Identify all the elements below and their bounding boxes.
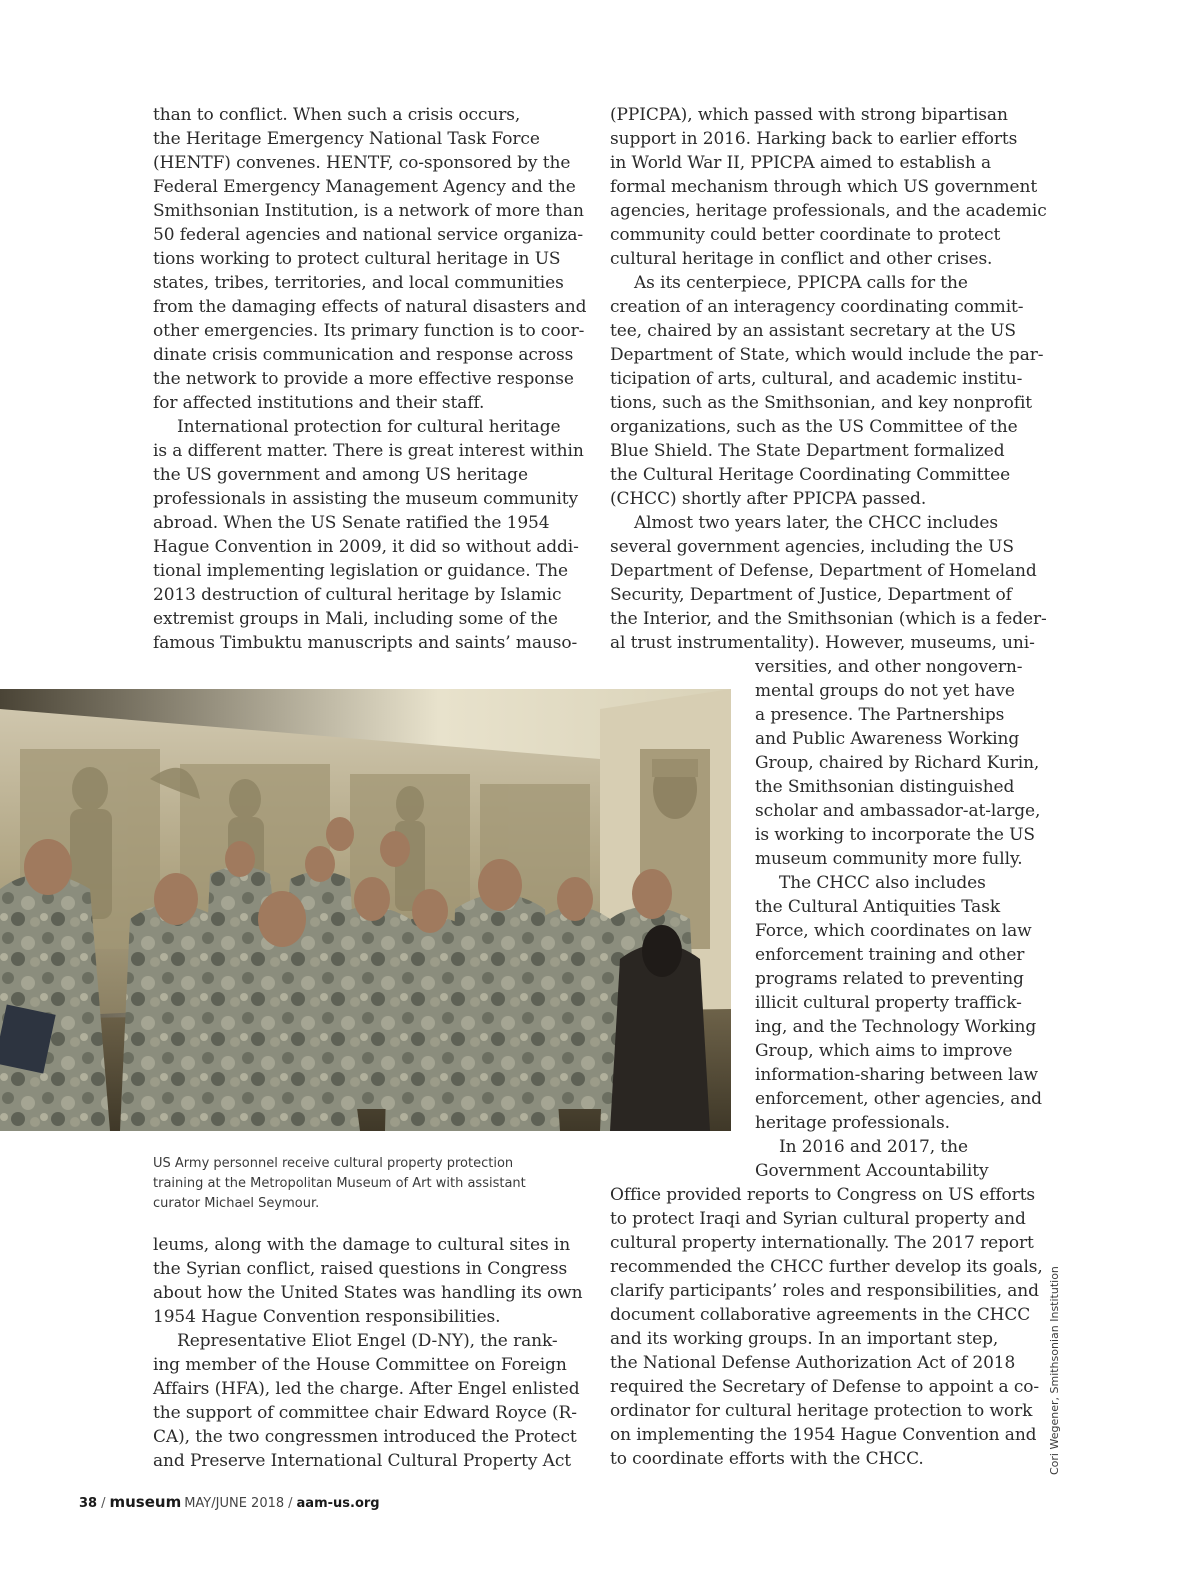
text-line: heritage professionals.	[755, 1113, 950, 1133]
text-line: the Interior, and the Smithsonian (which is a feder-	[610, 609, 1047, 629]
text-line: in World War II, PPICPA aimed to establish a	[610, 153, 992, 173]
text-line: The CHCC also includes	[779, 873, 986, 893]
text-line: professionals in assisting the museum community	[153, 489, 579, 509]
text-line: for affected institutions and their staff.	[153, 393, 485, 413]
text-line: the Cultural Antiquities Task	[755, 897, 1001, 917]
text-line: Department of State, which would include the par-	[610, 345, 1044, 365]
text-line: and Public Awareness Working	[755, 729, 1020, 749]
text-line: programs related to preventing	[755, 969, 1024, 989]
text-line: As its centerpiece, PPICPA calls for the	[634, 273, 968, 293]
text-line: community could better coordinate to protect	[610, 225, 1001, 245]
text-line: versities, and other nongovern-	[755, 657, 1023, 677]
text-line: the Cultural Heritage Coordinating Committee	[610, 465, 1011, 485]
text-line: leums, along with the damage to cultural sites in	[153, 1235, 571, 1255]
page-footer	[79, 1493, 380, 1511]
text-line: the Smithsonian distinguished	[755, 777, 1015, 797]
text-line: Security, Department of Justice, Department of	[610, 585, 1012, 605]
text-line: museum community more fully.	[755, 849, 1023, 869]
text-line: from the damaging effects of natural disasters and	[153, 297, 587, 317]
text-line: Affairs (HFA), led the charge. After Engel enlisted	[153, 1379, 580, 1399]
text-line: several government agencies, including the US	[610, 537, 1014, 557]
caption-line: US Army personnel receive cultural property protection	[153, 1156, 514, 1171]
text-line: illicit cultural property traffick-	[755, 993, 1022, 1013]
text-line: CA), the two congressmen introduced the Protect	[153, 1427, 577, 1447]
text-line: support in 2016. Harking back to earlier efforts	[610, 129, 1018, 149]
text-line: Department of Defense, Department of Homeland	[610, 561, 1037, 581]
text-line: cultural property internationally. The 2017 report	[610, 1233, 1034, 1253]
text-line: Group, which aims to improve	[755, 1041, 1013, 1061]
text-line: (HENTF) convenes. HENTF, co-sponsored by the	[153, 153, 571, 173]
magazine-name: museum	[109, 1493, 182, 1511]
text-line: agencies, heritage professionals, and the academic	[610, 201, 1047, 221]
text-line: Representative Eliot Engel (D-NY), the rank-	[177, 1331, 558, 1351]
text-line: and Preserve International Cultural Property Act	[153, 1451, 571, 1471]
text-line: Hague Convention in 2009, it did so without addi-	[153, 537, 579, 557]
text-line: is a different matter. There is great interest within	[153, 441, 584, 461]
text-line: other emergencies. Its primary function is to coor-	[153, 321, 585, 341]
text-line: abroad. When the US Senate ratified the 1954	[153, 513, 550, 533]
text-line: tee, chaired by an assistant secretary at the US	[610, 321, 1016, 341]
text-line: scholar and ambassador-at-large,	[755, 801, 1041, 821]
text-line: to protect Iraqi and Syrian cultural property and	[610, 1209, 1026, 1229]
photo-illustration	[0, 689, 731, 1131]
text-line: al trust instrumentality). However, museums, uni-	[610, 633, 1035, 653]
text-line: Government Accountability	[755, 1161, 989, 1181]
text-line: tions working to protect cultural heritage in US	[153, 249, 561, 269]
text-line: cultural heritage in conflict and other crises.	[610, 249, 993, 269]
text-line: the Heritage Emergency National Task Force	[153, 129, 540, 149]
text-line: ing, and the Technology Working	[755, 1017, 1037, 1037]
text-line: the support of committee chair Edward Royce (R-	[153, 1403, 577, 1423]
text-line: tional implementing legislation or guidance. The	[153, 561, 568, 581]
photo-credit: Cori Wegener, Smithsonian Institution	[1048, 1266, 1061, 1475]
text-line: a presence. The Partnerships	[755, 705, 1005, 725]
text-line: dinate crisis communication and response across	[153, 345, 574, 365]
text-line: the Syrian conflict, raised questions in Congress	[153, 1259, 568, 1279]
text-line: states, tribes, territories, and local communities	[153, 273, 564, 293]
article-photo	[0, 689, 731, 1131]
text-line: Group, chaired by Richard Kurin,	[755, 753, 1040, 773]
text-line: In 2016 and 2017, the	[779, 1137, 968, 1157]
text-line: International protection for cultural heritage	[177, 417, 561, 437]
text-line: formal mechanism through which US government	[610, 177, 1038, 197]
text-line: Almost two years later, the CHCC includes	[634, 513, 998, 533]
text-line: Blue Shield. The State Department formalized	[610, 441, 1005, 461]
website-link[interactable]: aam-us.org	[296, 1496, 380, 1511]
text-line: required the Secretary of Defense to appoint a co-	[610, 1377, 1040, 1397]
text-line: the network to provide a more effective response	[153, 369, 574, 389]
text-line: document collaborative agreements in the CHCC	[610, 1305, 1031, 1325]
text-line: to coordinate efforts with the CHCC.	[610, 1449, 924, 1469]
text-line: 50 federal agencies and national service organiza-	[153, 225, 584, 245]
text-line: 2013 destruction of cultural heritage by Islamic	[153, 585, 562, 605]
caption-line: curator Michael Seymour.	[153, 1196, 320, 1211]
footer-separator: /	[101, 1496, 106, 1511]
text-line: information-sharing between law	[755, 1065, 1038, 1085]
text-line: enforcement training and other	[755, 945, 1025, 965]
text-line: clarify participants’ roles and responsibilities, and	[610, 1281, 1039, 1301]
text-line: and its working groups. In an important step,	[610, 1329, 999, 1349]
text-line: about how the United States was handling its own	[153, 1283, 583, 1303]
text-line: extremist groups in Mali, including some of the	[153, 609, 558, 629]
text-line: the National Defense Authorization Act of 2018	[610, 1353, 1016, 1373]
text-line: enforcement, other agencies, and	[755, 1089, 1042, 1109]
text-line: famous Timbuktu manuscripts and saints’ mauso-	[153, 633, 578, 653]
text-line: the US government and among US heritage	[153, 465, 528, 485]
text-line: ordinator for cultural heritage protection to work	[610, 1401, 1033, 1421]
text-line: than to conflict. When such a crisis occurs,	[153, 105, 521, 125]
caption-line: training at the Metropolitan Museum of Art with assistant	[153, 1176, 526, 1191]
text-line: creation of an interagency coordinating commit-	[610, 297, 1024, 317]
text-line: mental groups do not yet have	[755, 681, 1015, 701]
text-line: (PPICPA), which passed with strong bipartisan	[610, 105, 1008, 125]
text-line: Office provided reports to Congress on US efforts	[610, 1185, 1036, 1205]
text-line: Smithsonian Institution, is a network of more than	[153, 201, 584, 221]
issue-date: MAY/JUNE 2018	[184, 1496, 285, 1511]
page-number: 38	[79, 1496, 98, 1511]
text-line: recommended the CHCC further develop its goals,	[610, 1257, 1043, 1277]
text-line: ing member of the House Committee on Foreign	[153, 1355, 567, 1375]
text-line: is working to incorporate the US	[755, 825, 1035, 845]
text-line: organizations, such as the US Committee of the	[610, 417, 1018, 437]
text-line: ticipation of arts, cultural, and academic institu-	[610, 369, 1023, 389]
text-line: Force, which coordinates on law	[755, 921, 1032, 941]
text-line: 1954 Hague Convention responsibilities.	[153, 1307, 501, 1327]
footer-separator: /	[288, 1496, 293, 1511]
text-line: tions, such as the Smithsonian, and key nonprofit	[610, 393, 1033, 413]
text-line: (CHCC) shortly after PPICPA passed.	[610, 489, 927, 509]
text-line: Federal Emergency Management Agency and the	[153, 177, 576, 197]
text-line: on implementing the 1954 Hague Convention and	[610, 1425, 1037, 1445]
